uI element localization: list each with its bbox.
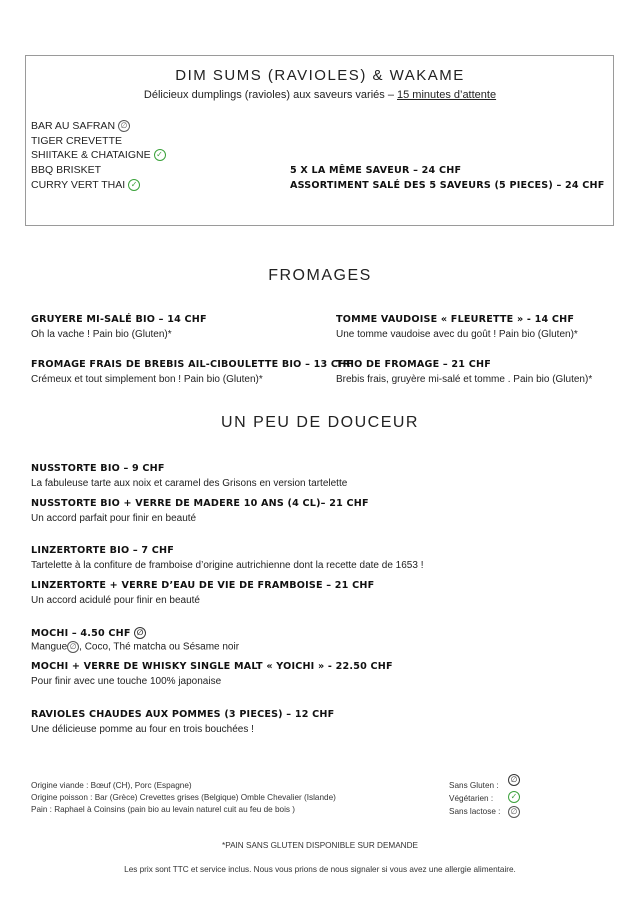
dessert-name: LINZERTORTE BIO – 7 CHF (31, 545, 175, 556)
fromage-desc: Brebis frais, gruyère mi-salé et tomme . Pain bio (Gluten)* (336, 374, 593, 385)
dessert-desc: Pour finir avec une touche 100% japonaise (31, 676, 222, 687)
dimsum-offer-assortment: ASSORTIMENT SALÉ DES 5 SAVEURS (5 PIECES) – 24 CHF (290, 180, 605, 191)
fromage-desc: Une tomme vaudoise avec du goût ! Pain bio (Gluten)* (336, 329, 578, 340)
lactose-free-icon: ∅ (67, 641, 79, 653)
dimsum-item-bbq-brisket: BBQ BRISKET (31, 164, 102, 176)
origin-fish: Origine poisson : Bar (Grèce) Crevettes grises (Belgique) Omble Chevalier (Islande) (31, 793, 336, 802)
fromage-name: TOMME VAUDOISE « FLEURETTE » - 14 CHF (336, 314, 575, 325)
dessert-desc: La fabuleuse tarte aux noix et caramel des Grisons en version tartelette (31, 478, 348, 489)
origin-bread: Pain : Raphael à Coinsins (pain bio au levain naturel cuit au feu de bois ) (31, 805, 295, 814)
dessert-name: LINZERTORTE + VERRE D’EAU DE VIE DE FRAMBOISE – 21 CHF (31, 580, 375, 591)
dimsum-item-shiitake: SHIITAKE & CHATAIGNE ✓ (31, 149, 166, 161)
vegetarian-icon: ✓ (508, 791, 520, 803)
dessert-desc: Mangue ∅ , Coco, Thé matcha ou Sésame noir (31, 641, 240, 653)
vegetarian-icon: ✓ (128, 179, 140, 191)
dessert-desc: Un accord acidulé pour finir en beauté (31, 595, 200, 606)
fromage-name: GRUYERE MI-SALÉ BIO – 14 CHF (31, 314, 207, 325)
fromage-name: TRIO DE FROMAGE – 21 CHF (336, 359, 491, 370)
fromage-desc: Crémeux et tout simplement bon ! Pain bio (Gluten)* (31, 374, 263, 385)
dessert-name: RAVIOLES CHAUDES AUX POMMES (3 PIECES) – 12 CHF (31, 709, 335, 720)
legend-lactose-free-label: Sans lactose : (449, 807, 501, 816)
dessert-name: MOCHI + VERRE DE WHISKY SINGLE MALT « YOICHI » - 22.50 CHF (31, 661, 393, 672)
dessert-name: MOCHI – 4.50 CHF ∅ (31, 627, 146, 639)
gluten-free-bread-note: *PAIN SANS GLUTEN DISPONIBLE SUR DEMANDE (222, 841, 418, 850)
dimsums-subtitle: Délicieux dumplings (ravioles) aux saveurs variés – 15 minutes d’attente (143, 89, 497, 101)
dessert-desc: Un accord parfait pour finir en beauté (31, 513, 197, 524)
vegetarian-icon: ✓ (154, 149, 166, 161)
fromage-desc: Oh la vache ! Pain bio (Gluten)* (31, 329, 172, 340)
dimsum-item-tiger-crevette: TIGER CREVETTE (31, 135, 123, 147)
lactose-free-icon: ∅ (118, 120, 130, 132)
douceur-title: UN PEU DE DOUCEUR (221, 414, 419, 431)
dessert-name: NUSSTORTE BIO – 9 CHF (31, 463, 165, 474)
dessert-name: NUSSTORTE BIO + VERRE DE MADERE 10 ANS (4 CL)– 21 CHF (31, 498, 369, 509)
dimsum-item-bar-safran: BAR AU SAFRAN ∅ (31, 120, 130, 132)
dessert-desc: Une délicieuse pomme au four en trois bouchées ! (31, 724, 254, 735)
fromages-title: FROMAGES (268, 267, 372, 284)
gluten-free-icon: ∅ (508, 774, 520, 786)
dimsum-item-curry-vert: CURRY VERT THAI ✓ (31, 179, 140, 191)
lactose-free-icon: ∅ (508, 806, 520, 818)
gluten-free-icon: ∅ (134, 627, 146, 639)
dessert-desc: Tartelette à la confiture de framboise d’origine autrichienne dont la recette date de 1653 ! (31, 560, 424, 571)
legend-vegetarian-label: Végétarien : (449, 794, 494, 803)
dimsum-offer-same: 5 X LA MÊME SAVEUR – 24 CHF (290, 165, 462, 176)
dimsums-title: DIM SUMS (RAVIOLES) & WAKAME (175, 67, 465, 84)
origin-meat: Origine viande : Bœuf (CH), Porc (Espagne) (31, 781, 192, 790)
legend-gluten-free-label: Sans Gluten : (449, 781, 499, 790)
prices-allergy-note: Les prix sont TTC et service inclus. Nous vous prions de nous signaler si vous avez une allergie alimentaire. (124, 865, 516, 874)
fromage-name: FROMAGE FRAIS DE BREBIS AIL-CIBOULETTE BIO – 13 CHF (31, 359, 354, 370)
